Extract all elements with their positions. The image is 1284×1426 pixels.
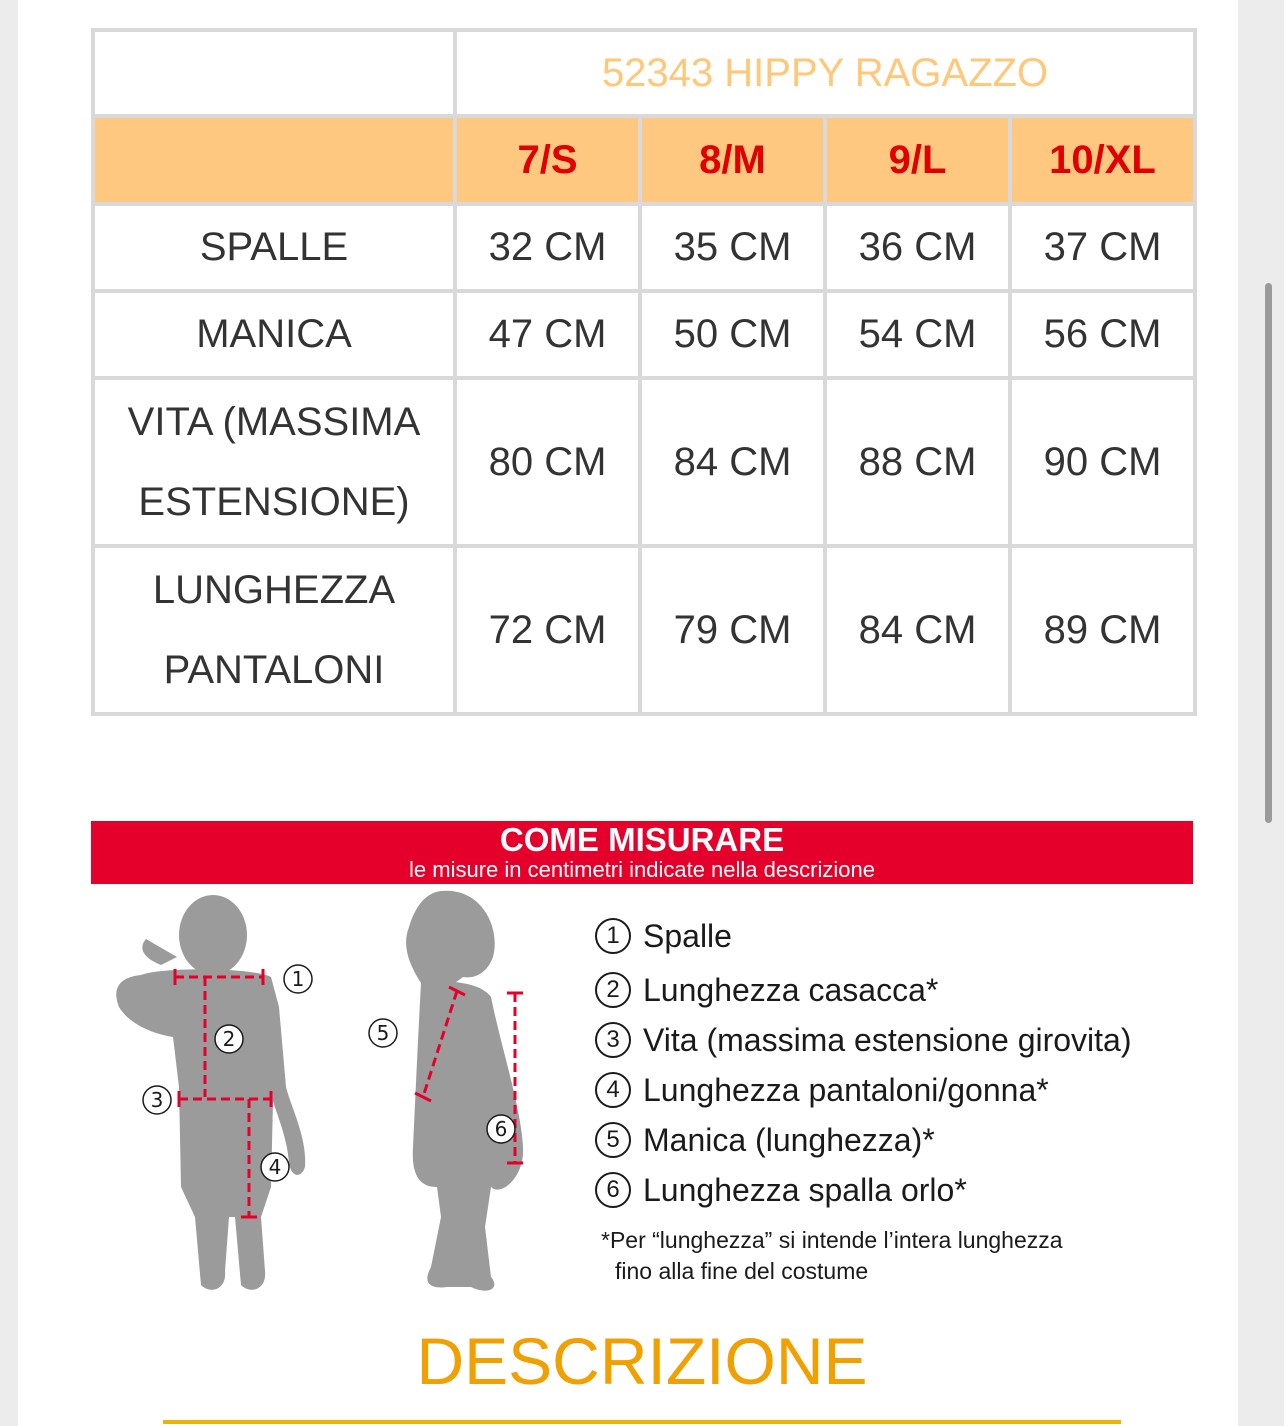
empty-header-cell [93, 116, 455, 204]
figure-label-3: 3 [150, 1088, 164, 1112]
scrollbar[interactable] [1265, 283, 1272, 823]
table-cell: 84 CM [825, 546, 1010, 714]
product-title: 52343 HIPPY RAGAZZO [455, 30, 1195, 116]
measurement-list [595, 907, 1195, 1215]
table-cell: 37 CM [1010, 204, 1195, 291]
guide-subtitle: le misure in centimetri indicate nella descrizione [409, 857, 875, 882]
table-cell: 35 CM [640, 204, 825, 291]
row-label: MANICA [93, 291, 455, 378]
table-cell: 84 CM [640, 378, 825, 546]
row-label: VITA (MASSIMA ESTENSIONE) [93, 378, 455, 546]
table-cell: 88 CM [825, 378, 1010, 546]
table-cell: 72 CM [455, 546, 640, 714]
guide-title: COME MISURARE [499, 821, 785, 858]
table-cell: 90 CM [1010, 378, 1195, 546]
measurement-item: 5 Manica (lunghezza)* [595, 1115, 1195, 1165]
measurement-item: 3 Vita (massima estensione girovita) [595, 1015, 1195, 1065]
empty-corner-cell [93, 30, 455, 116]
number-badge: 6 [595, 1172, 631, 1208]
size-header: 10/XL [1010, 116, 1195, 204]
number-badge: 5 [595, 1122, 631, 1158]
size-header-row [93, 116, 1195, 204]
size-chart-table [91, 28, 1197, 716]
number-badge: 3 [595, 1022, 631, 1058]
table-cell: 89 CM [1010, 546, 1195, 714]
description-heading: DESCRIZIONE [416, 1324, 868, 1398]
measurement-guide [91, 821, 1193, 1321]
size-header: 9/L [825, 116, 1010, 204]
table-row-spalle [93, 204, 1195, 291]
table-title-row [93, 30, 1195, 116]
guide-header-bar [91, 821, 1193, 884]
figure-label-5: 5 [376, 1021, 390, 1045]
table-cell: 79 CM [640, 546, 825, 714]
table-row-lunghezza-pantaloni [93, 546, 1195, 714]
length-footnote: *Per “lunghezza” si intende l’intera lunghezza fino alla fine del costume [601, 1227, 1063, 1284]
measurement-item: 4 Lunghezza pantaloni/gonna* [595, 1065, 1195, 1115]
number-badge: 2 [595, 972, 631, 1008]
table-cell: 54 CM [825, 291, 1010, 378]
table-cell: 80 CM [455, 378, 640, 546]
number-badge: 1 [595, 918, 631, 954]
measurement-item: 6 Lunghezza spalla orlo* [595, 1165, 1195, 1215]
measurement-item: 1 Spalle [595, 907, 1195, 965]
figure-label-2: 2 [222, 1027, 236, 1051]
child-front-silhouette [101, 887, 331, 1307]
description-underline [163, 1420, 1121, 1424]
figure-label-4: 4 [268, 1155, 282, 1179]
table-cell: 50 CM [640, 291, 825, 378]
measurement-item: 2 Lunghezza casacca* [595, 965, 1195, 1015]
table-row-vita [93, 378, 1195, 546]
row-label: SPALLE [93, 204, 455, 291]
table-cell: 36 CM [825, 204, 1010, 291]
child-side-silhouette [351, 887, 551, 1307]
size-header: 8/M [640, 116, 825, 204]
row-label: LUNGHEZZA PANTALONI [93, 546, 455, 714]
number-badge: 4 [595, 1072, 631, 1108]
size-header: 7/S [455, 116, 640, 204]
figure-label-6: 6 [494, 1117, 508, 1141]
table-cell: 56 CM [1010, 291, 1195, 378]
table-row-manica [93, 291, 1195, 378]
table-cell: 32 CM [455, 204, 640, 291]
table-cell: 47 CM [455, 291, 640, 378]
figure-label-1: 1 [291, 967, 305, 991]
